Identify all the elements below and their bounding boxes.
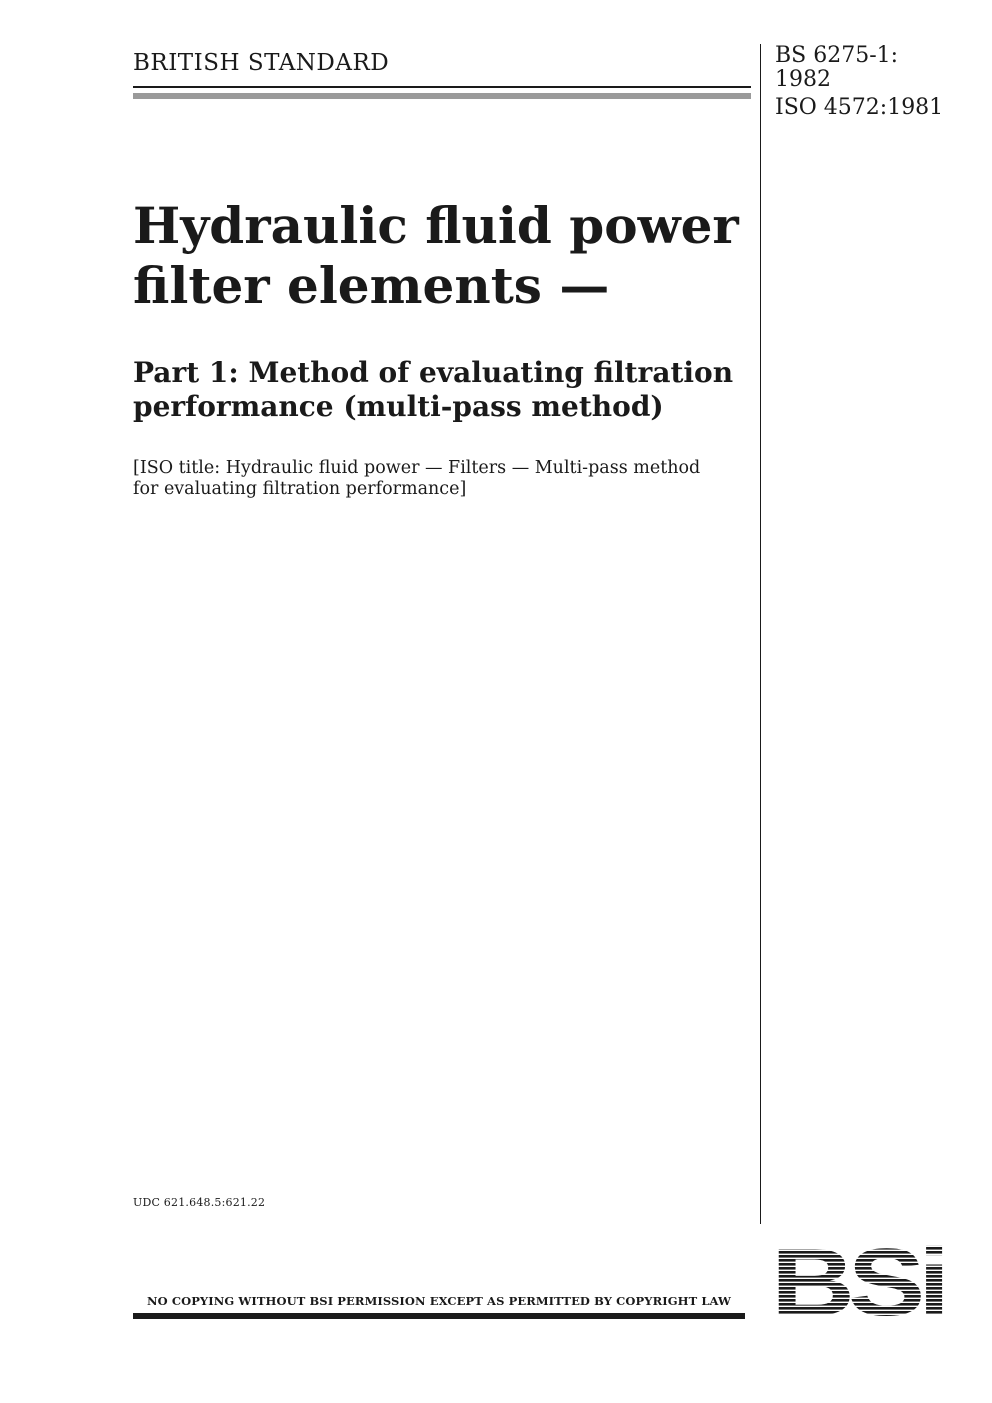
page-subtitle-line: Part 1: Method of evaluating filtration xyxy=(133,356,734,389)
header-rule-thin xyxy=(133,86,751,88)
udc-code: UDC 621.648.5:621.22 xyxy=(133,1196,266,1209)
page-title xyxy=(133,196,753,316)
page-subtitle-line: performance (multi-pass method) xyxy=(133,390,664,423)
standard-number-line: BS 6275-1: xyxy=(775,43,899,68)
iso-title-line: for evaluating filtration performance] xyxy=(133,479,467,499)
document-series-label: BRITISH STANDARD xyxy=(133,50,390,76)
iso-title-line: [ISO title: Hydraulic fluid power — Filters — Multi-pass method xyxy=(133,458,701,478)
iso-title xyxy=(133,458,753,500)
standard-year-line: 1982 xyxy=(775,67,831,92)
header-rule-grey xyxy=(133,93,751,99)
iso-number-line: ISO 4572:1981 xyxy=(775,95,944,120)
page-title-line: filter elements — xyxy=(133,256,610,315)
standard-number-block xyxy=(775,44,943,120)
footer-rule xyxy=(133,1313,745,1319)
copyright-notice: NO COPYING WITHOUT BSI PERMISSION EXCEPT AS PERMITTED BY COPYRIGHT LAW xyxy=(146,1294,732,1308)
page-title-line: Hydraulic fluid power xyxy=(133,196,739,255)
vertical-divider xyxy=(760,44,761,1224)
page-subtitle xyxy=(133,356,753,424)
bsi-logo-icon xyxy=(769,1243,945,1319)
